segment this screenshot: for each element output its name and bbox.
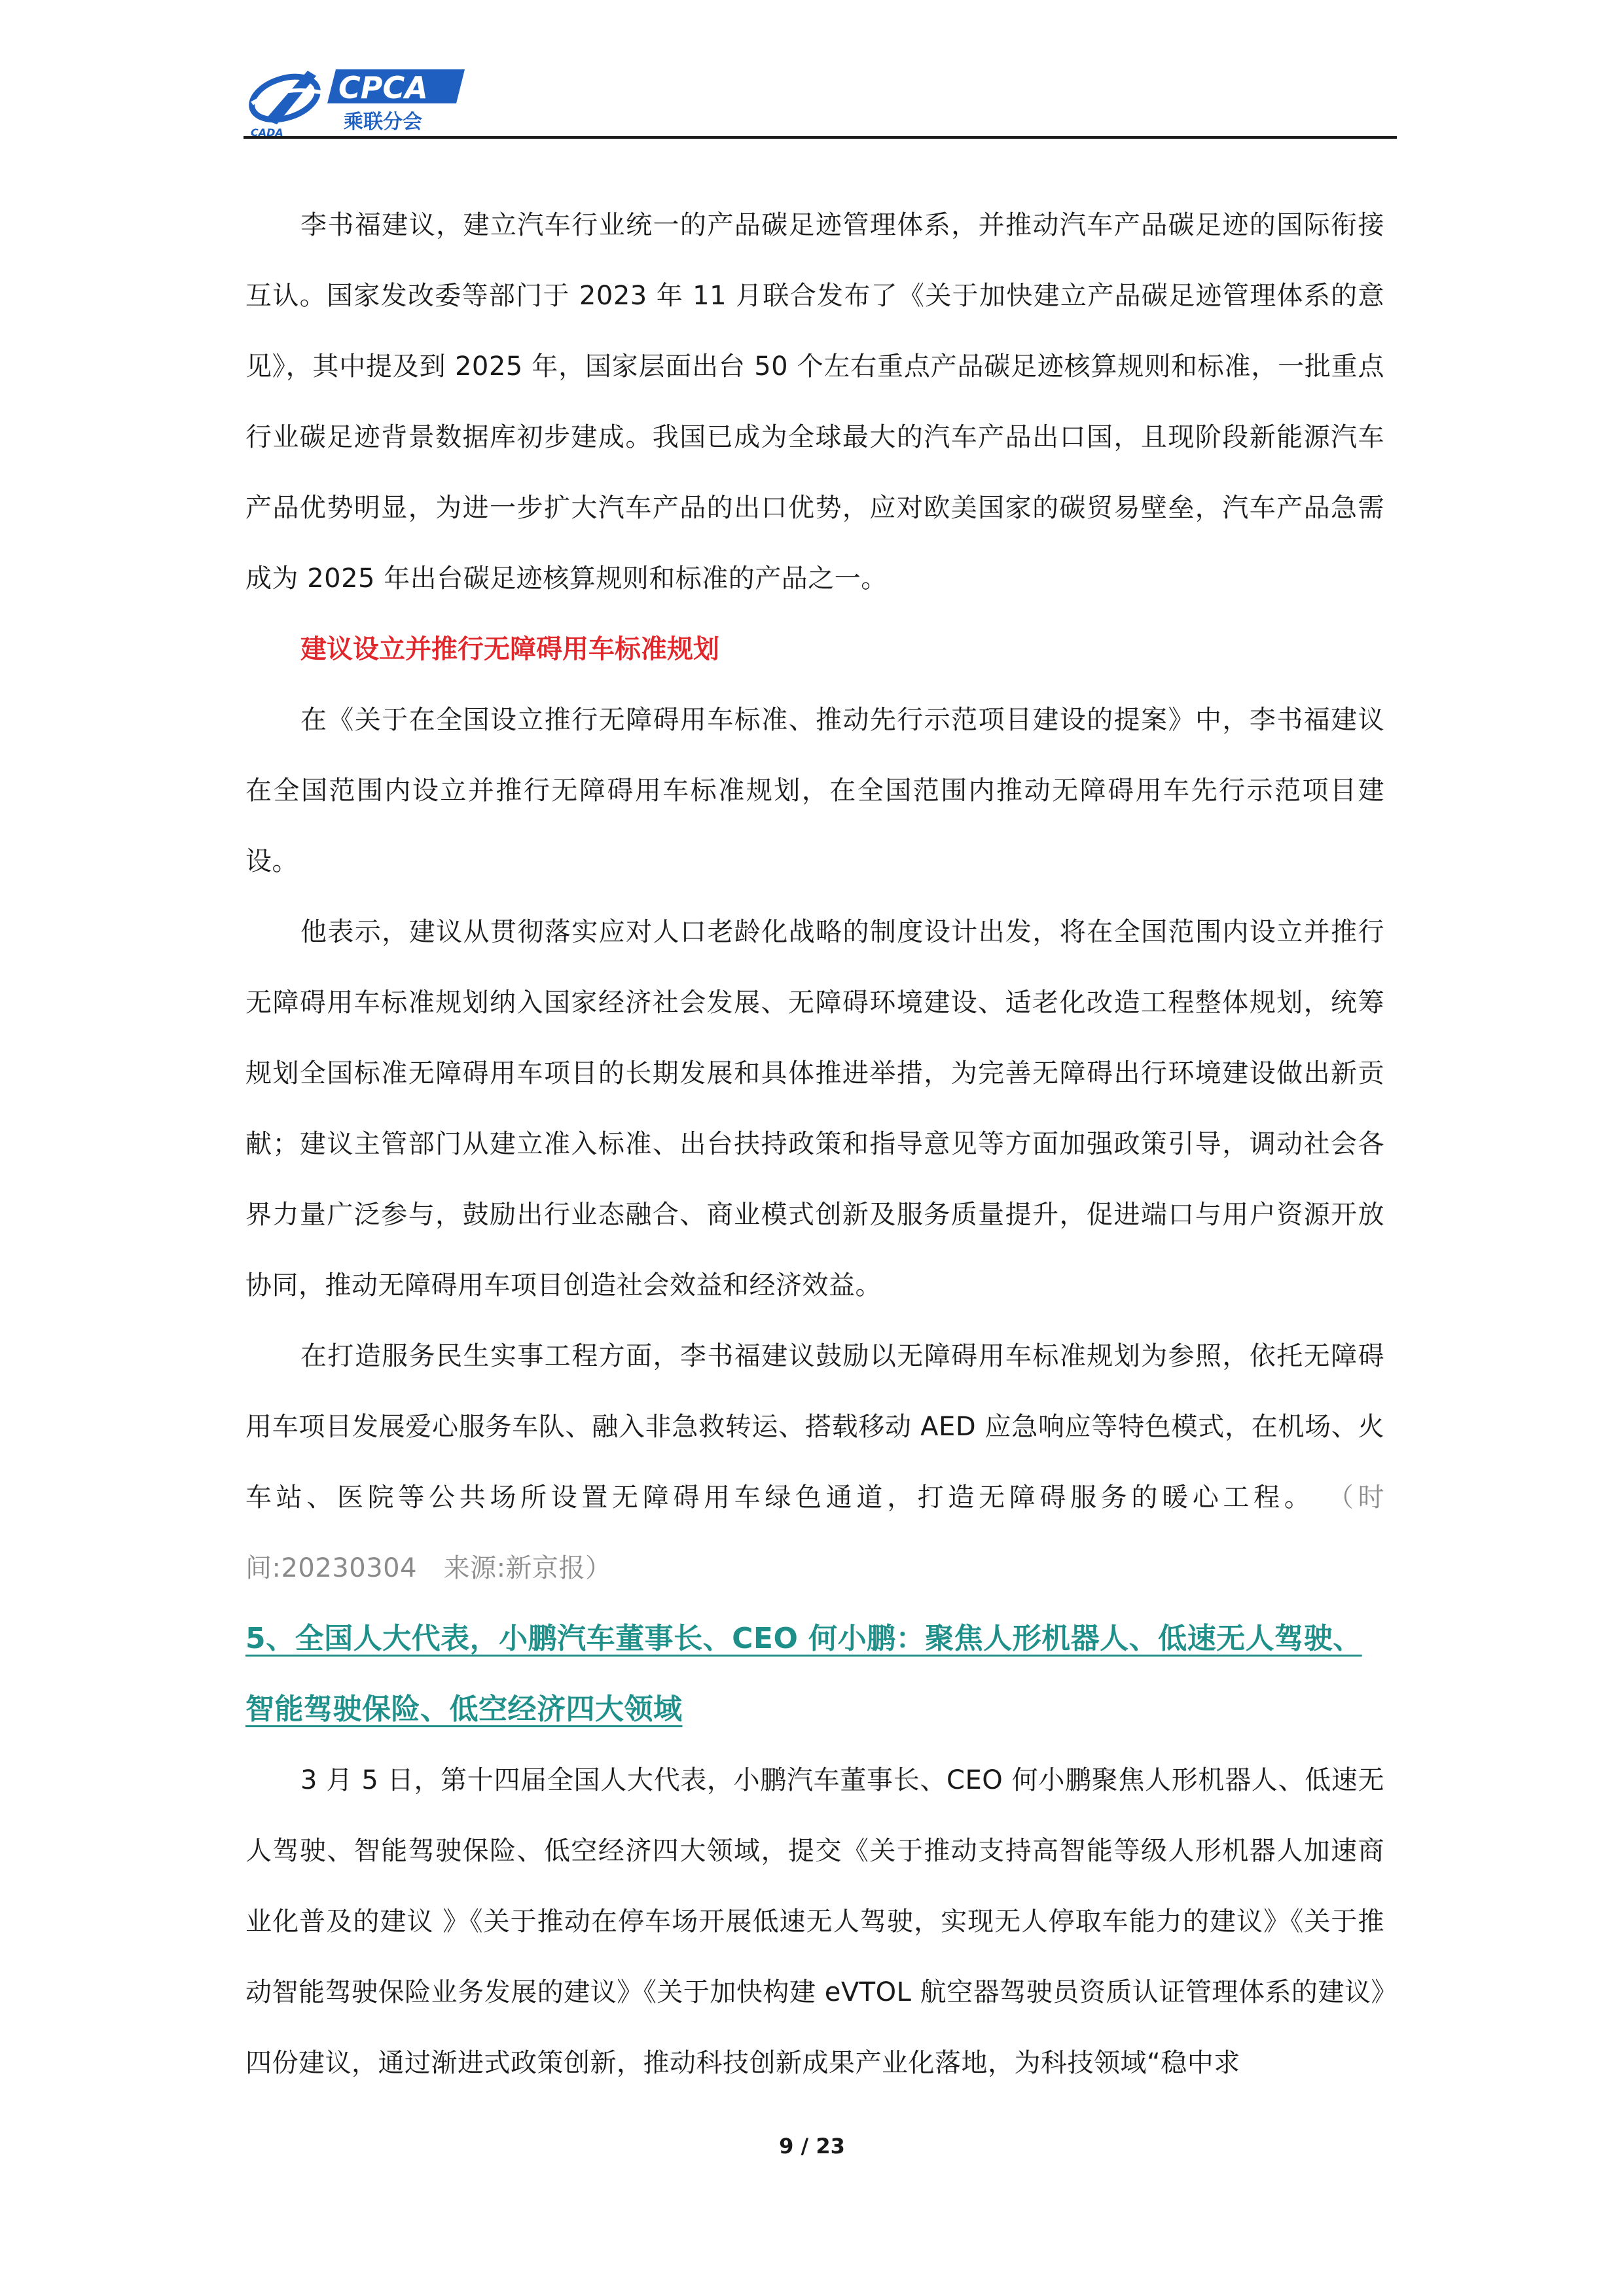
page-number: 9 / 23 [779, 2134, 845, 2159]
logo-mark-text: CADA [251, 126, 283, 139]
page-header [245, 58, 1394, 143]
header-divider [244, 136, 1397, 139]
paragraph-aging-strategy: 他表示，建议从贯彻落实应对人口老龄化战略的制度设计出发，将在全国范围内设立并推行无障碍用车标准规划纳入国家经济社会发展、无障碍环境建设、适老化改造工程整体规划，统筹规划全国标准无障碍用车项目的长期发展和具体推进举措，为完善无障碍出行环境建设做出新贡献；建议主管部门从建立准入标准、出台扶持政策和指导意见等方面加强政策引导，调动社会各界力量广泛参与，鼓励出行业态融合、商业模式创新及服务质量提升，促进端口与用户资源开放协同，推动无障碍用车项目创造社会效益和经济效益。 [245, 917, 1384, 1300]
logo-subtext: 乘联分会 [344, 111, 422, 134]
paragraph-carbon-footprint: 李书福建议，建立汽车行业统一的产品碳足迹管理体系，并推动汽车产品碳足迹的国际衔接互认。国家发改委等部门于 2023 年 11 月联合发布了《关于加快建立产品碳足迹管理体系的意见》，其中提及到 2025 年，国家层面出台 50 个左右重点产品碳足迹核算规则和标准，一批重点行业碳足迹背景数据库初步建成。我国已成为全球最大的汽车产品出口国，且现阶段新能源汽车产品优势明显，为进一步扩大汽车产品的出口优势，应对欧美国家的碳贸易壁垒，汽车产品急需成为 2025 年出台碳足迹核算规则和标准的产品之一。 [245, 210, 1384, 594]
paragraph-xpeng-proposals: 3 月 5 日，第十四届全国人大代表，小鹏汽车董事长、CEO 何小鹏聚焦人形机器人、低速无人驾驶、智能驾驶保险、低空经济四大领域，提交《关于推动支持高智能等级人形机器人加速商业化普及的建议 》《关于推动在停车场开展低速无人驾驶，实现无人停取车能力的建议》《关于推动智能驾驶保险业务发展的建议》《关于加快构建 eVTOL 航空器驾驶员资质认证管理体系的建议》四份建议，通过渐进式政策创新，推动科技创新成果产业化落地，为科技领域“稳中求 [245, 1765, 1384, 2078]
paragraph-public-service [245, 1321, 1384, 1604]
logo-text: CPCA [338, 70, 428, 105]
section-heading-xpeng: 5、全国人大代表，小鹏汽车董事长、CEO 何小鹏：聚焦人形机器人、低速无人驾驶、智能驾驶保险、低空经济四大领域 [245, 1622, 1362, 1726]
document-body [245, 190, 1384, 2098]
paragraph-public-service-text: 在打造服务民生实事工程方面，李书福建议鼓励以无障碍用车标准规划为参照，依托无障碍用车项目发展爱心服务车队、融入非急救转运、搭载移动 AED 应急响应等特色模式，在机场、火车站、医院等公共场所设置无障碍用车绿色通道，打造无障碍服务的暖心工程。 [245, 1341, 1384, 1513]
cpca-logo [245, 58, 468, 139]
source-note: （时间:20230304 来源:新京报） [245, 1482, 1385, 1583]
subheading-accessible-vehicles: 建议设立并推行无障碍用车标准规划 [300, 634, 719, 664]
paragraph-proposal: 在《关于在全国设立推行无障碍用车标准、推动先行示范项目建设的提案》中，李书福建议在全国范围内设立并推行无障碍用车标准规划，在全国范围内推动无障碍用车先行示范项目建设。 [245, 705, 1384, 876]
